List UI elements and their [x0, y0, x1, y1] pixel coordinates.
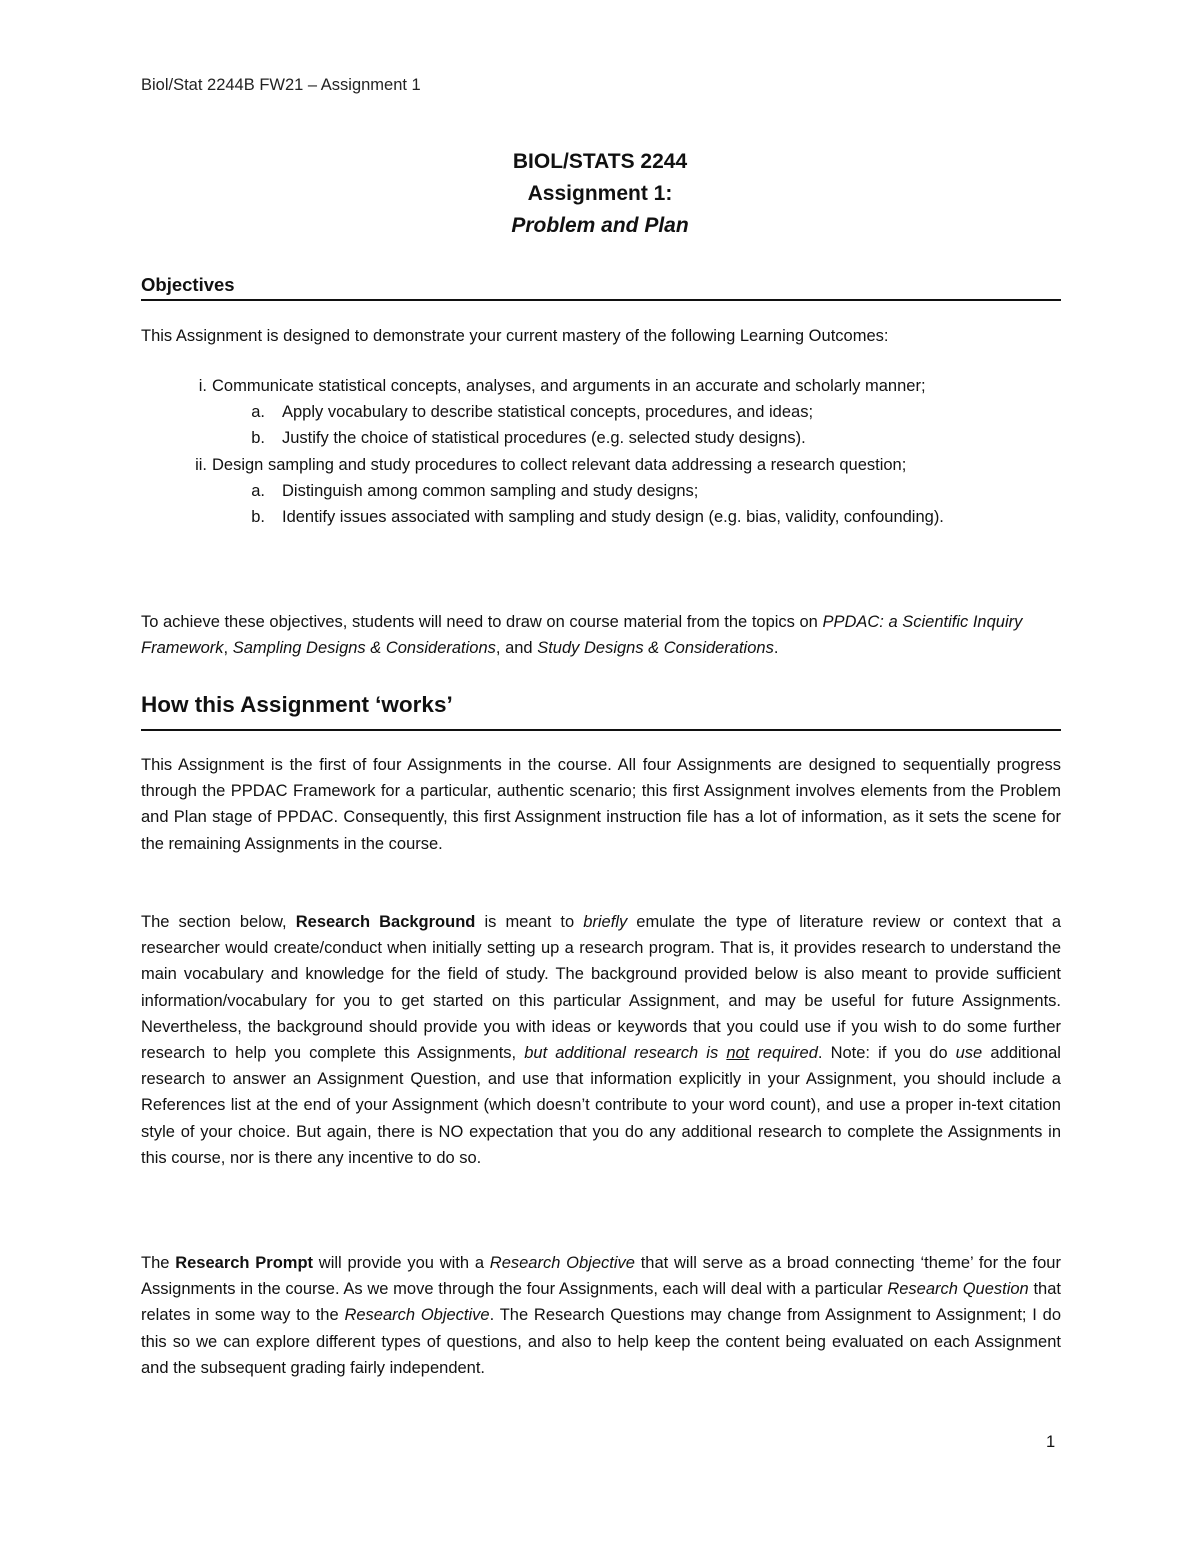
sub-outcome-letter: b.	[251, 429, 265, 448]
research-background-term: Research Background	[295, 913, 476, 931]
how-it-works-heading: How this Assignment ‘works’	[141, 692, 453, 717]
course-title: BIOL/STATS 2244	[512, 150, 688, 173]
text-run: that relates in some way to the	[141, 1280, 1061, 1325]
emphasis-text: Research Question	[887, 1280, 1029, 1299]
text-run: . The Research Questions may change from Assignment to Assignment; I do this so we can explore different types of questions, and also to help keep the content being evaluated on each Assignment and the subsequent grading fairly independent.	[141, 1306, 1062, 1377]
sub-outcome-text: Distinguish among common sampling and study designs;	[282, 481, 699, 500]
section-divider	[141, 299, 1061, 301]
learning-outcomes-intro: This Assignment is designed to demonstrate your current mastery of the following Learning Outcomes:	[141, 327, 889, 345]
sub-outcome-item	[141, 504, 1061, 530]
outcome-item	[141, 452, 1061, 478]
learning-outcomes-list	[141, 373, 1061, 530]
sub-outcome-text: Apply vocabulary to describe statistical concepts, procedures, and ideas;	[282, 403, 814, 422]
text-run: that will serve as a broad connecting ‘theme’ for the four Assignments in the course. As we move through the four Assignments, each will deal with a particular	[141, 1254, 1061, 1299]
research-prompt-term: Research Prompt	[175, 1254, 314, 1272]
sub-outcome-letter: a.	[251, 481, 265, 500]
outcome-text: Design sampling and study procedures to collect relevant data addressing a research question;	[212, 455, 907, 474]
underlined-emphasis: not	[726, 1044, 750, 1063]
sub-outcome-letter: a.	[251, 403, 265, 422]
running-header: Biol/Stat 2244B FW21 – Assignment 1	[141, 76, 421, 94]
text-run: additional research to answer an Assignment Question, and use that information explicitly in your Assignment, you should include a References list at the end of your Assignment (which doesn’t contribute to your word count), and use a proper in-text citation style of your choice. But again, there is NO expectation that you do any additional research to complete the Assignments in this course, nor is there any incentive to do so.	[141, 1044, 1061, 1167]
sub-outcome-letter: b.	[251, 508, 265, 527]
topic-study-designs: Study Designs & Considerations	[537, 639, 774, 658]
how-paragraph-3	[141, 1250, 1061, 1381]
objectives-achieve-paragraph	[141, 609, 1061, 661]
emphasis-text: Research Objective	[344, 1306, 490, 1325]
sub-outcome-item	[141, 399, 1061, 425]
text-run: The section below,	[141, 913, 296, 931]
emphasis-text: but additional research is	[524, 1044, 727, 1063]
sub-outcome-text: Identify issues associated with sampling and study design (e.g. bias, validity, confounding).	[282, 508, 944, 527]
sub-outcome-text: Justify the choice of statistical procedures (e.g. selected study designs).	[282, 429, 806, 448]
topic-sampling: Sampling Designs & Considerations	[232, 639, 496, 658]
title-block	[0, 146, 1200, 242]
text-run: To achieve these objectives, students will need to draw on course material from the topics on	[141, 613, 823, 631]
text-run: The	[141, 1254, 176, 1272]
emphasis-text: briefly	[583, 913, 628, 931]
text-run: ,	[223, 639, 233, 658]
emphasis-text: Research Objective	[489, 1254, 635, 1272]
sub-outcome-item	[141, 425, 1061, 451]
text-run: , and	[495, 639, 538, 658]
topic-ppdac: PPDAC: a Scientific Inquiry Framework	[141, 613, 1023, 658]
outcome-text: Communicate statistical concepts, analyses, and arguments in an accurate and scholarly manner;	[212, 377, 926, 395]
text-run: . Note: if you do	[817, 1044, 956, 1063]
how-paragraph-2	[141, 909, 1061, 1171]
emphasis-text: required	[749, 1044, 818, 1063]
text-run: will provide you with a	[313, 1254, 490, 1272]
objectives-heading: Objectives	[141, 274, 235, 295]
outcome-item	[141, 373, 1061, 399]
sub-outcome-item	[141, 478, 1061, 504]
text-run: is meant to	[475, 913, 584, 931]
outcome-number: i.	[198, 377, 207, 395]
assignment-title: Assignment 1:	[527, 182, 673, 205]
assignment-subtitle: Problem and Plan	[511, 214, 689, 237]
emphasis-text: use	[955, 1044, 983, 1063]
text-run: .	[773, 639, 779, 658]
page-number: 1	[1046, 1433, 1056, 1451]
outcome-number: ii.	[195, 455, 207, 474]
how-paragraph-1: This Assignment is the first of four Assignments in the course. All four Assignments are designed to sequentially progress through the PPDAC Framework for a particular, authentic scenario; this first Assignment involves elements from the Problem and Plan stage of PPDAC. Consequently, this first Assignment instruction file has a lot of information, as it sets the scene for the remaining Assignments in the course.	[141, 756, 1061, 853]
section-divider	[141, 729, 1061, 731]
text-run: emulate the type of literature review or context that a researcher would create/conduct when initially setting up a research program. That is, it provides research to understand the main vocabulary and knowledge for the field of study. The background provided below is also meant to provide sufficient information/vocabulary for you to get started on this particular Assignment, and may be useful for future Assignments. Nevertheless, the background should provide you with ideas or keywords that you could use if you wish to do some further research to help you complete this Assignments,	[141, 913, 1062, 1063]
